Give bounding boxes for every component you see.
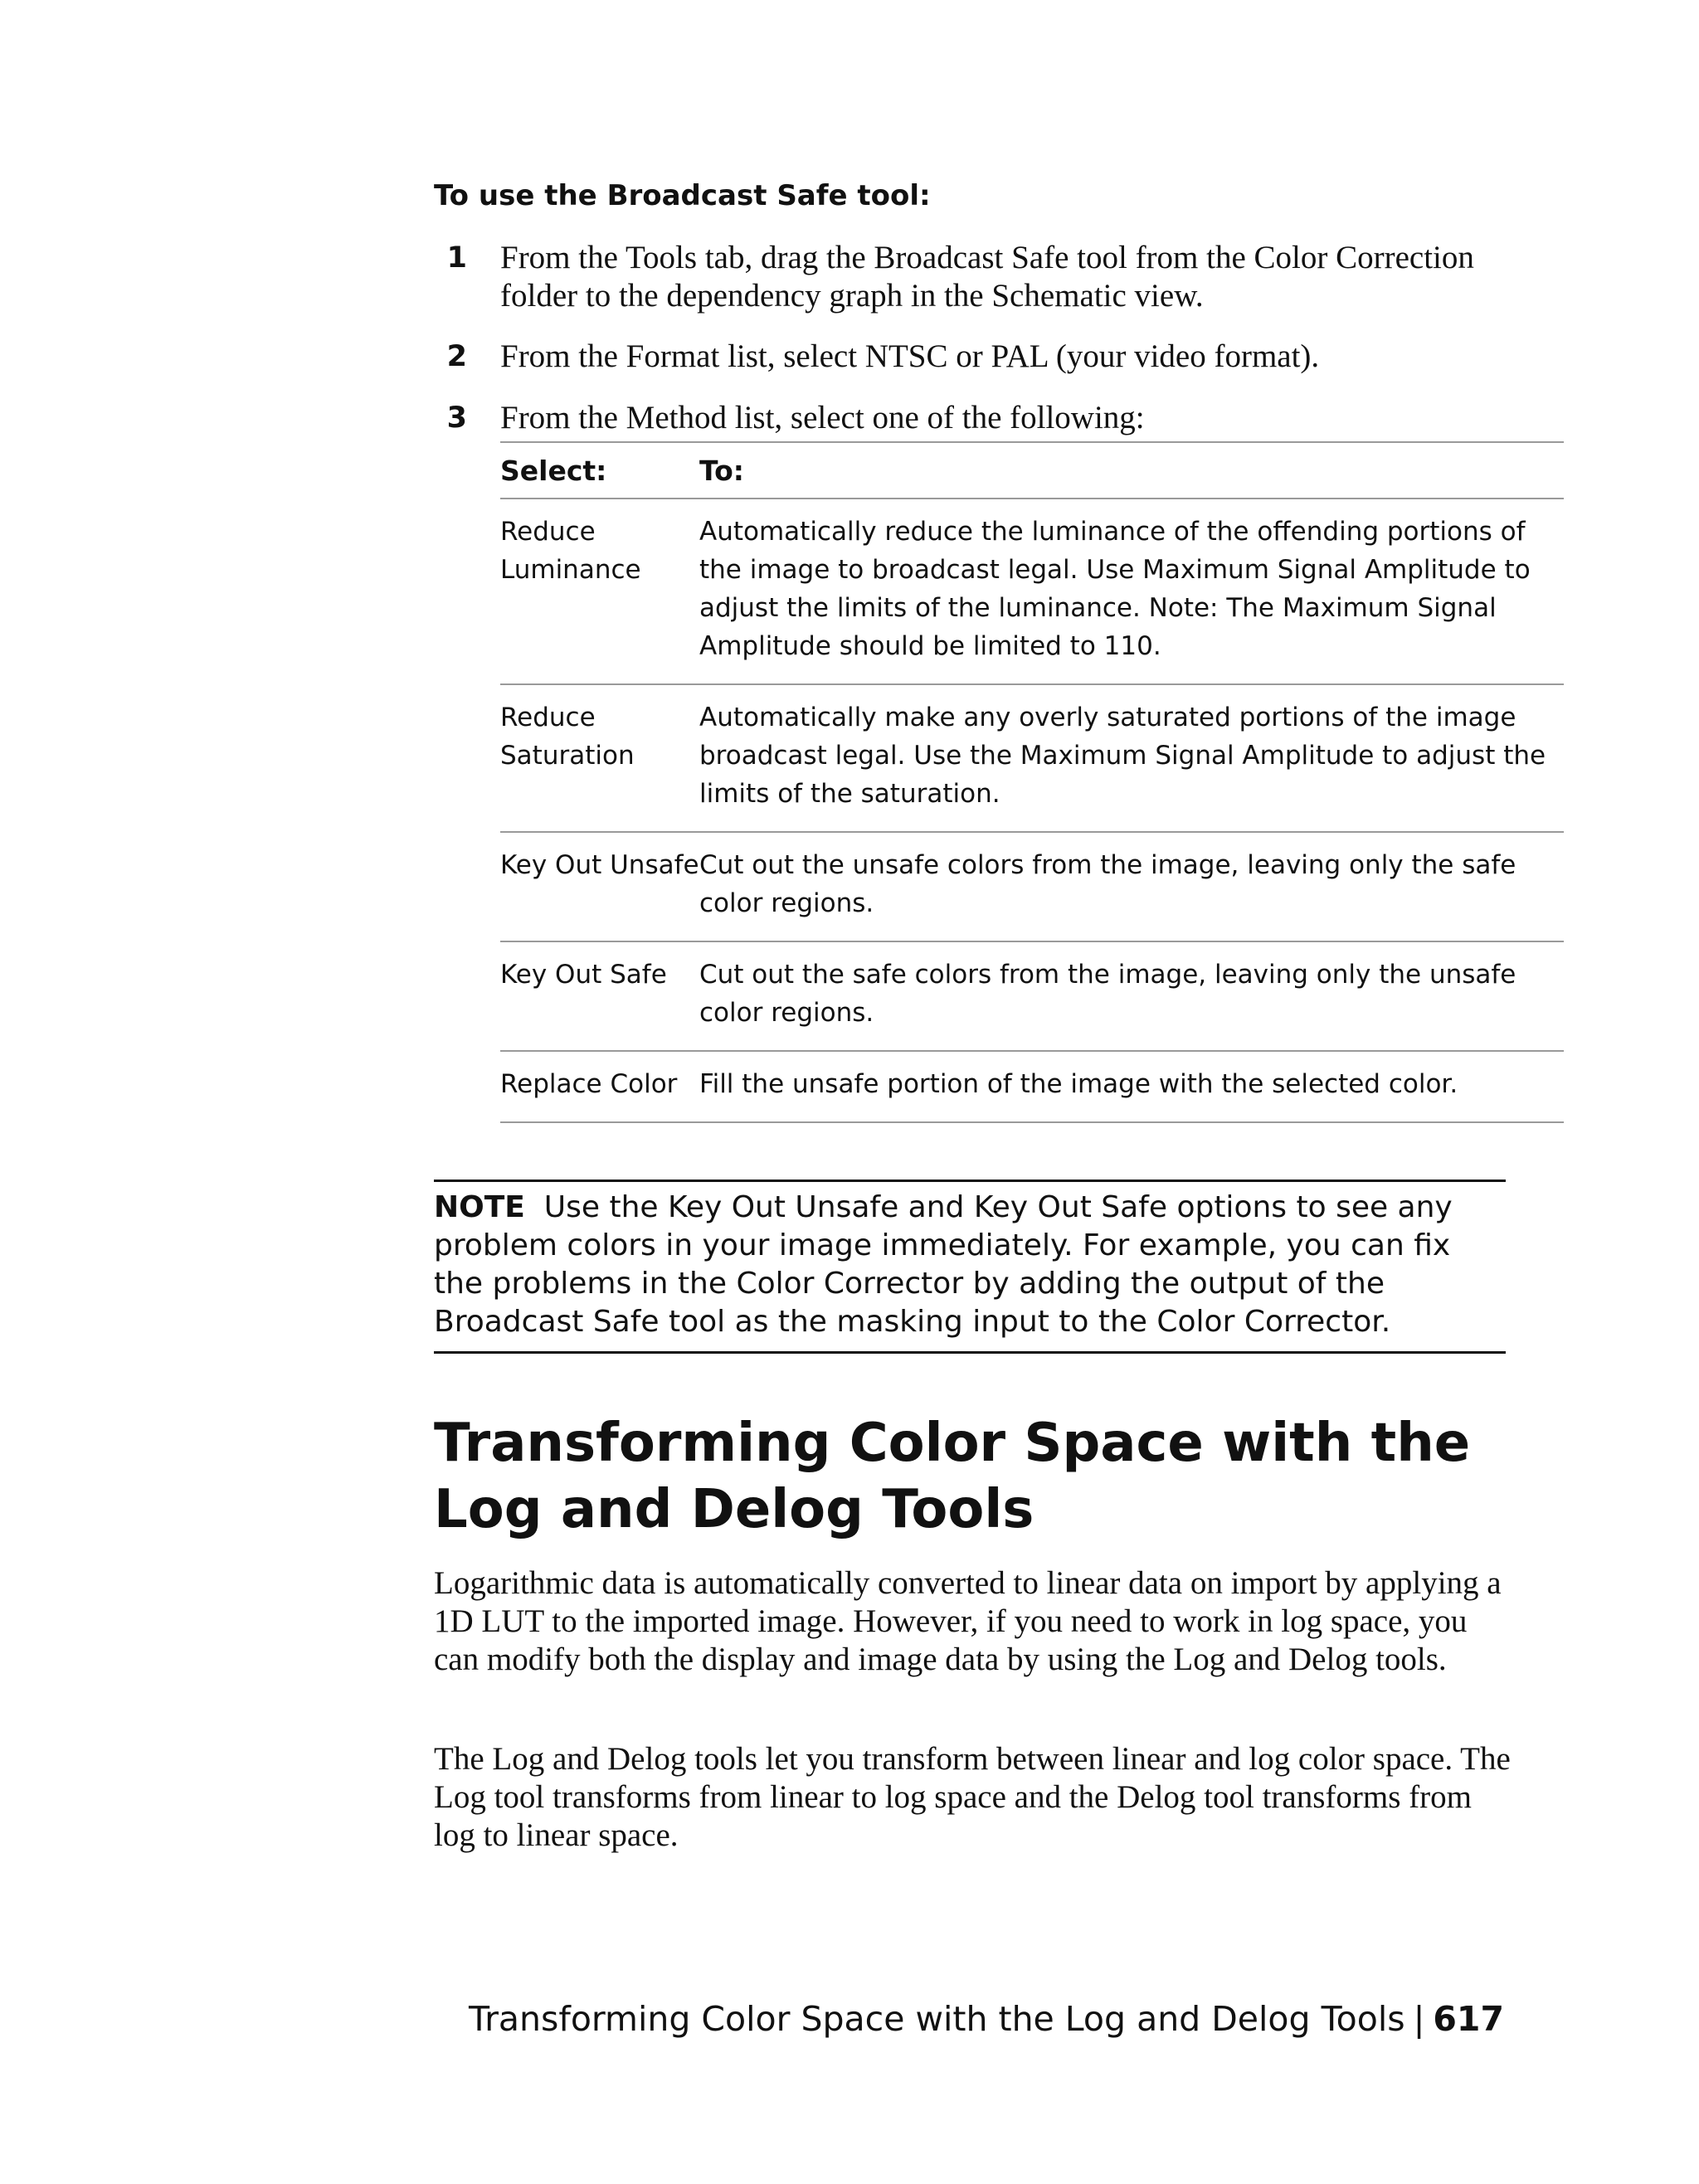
step-text: From the Method list, select one of the following: xyxy=(500,400,1145,435)
method-table xyxy=(500,441,1564,1123)
body-paragraph: Logarithmic data is automatically converted to linear data on import by applying a 1D LUT to the imported image. However, if you need to work in log space, you can modify both the display and image data by using the Log and Delog tools. xyxy=(434,1565,1502,1677)
select-cell: Key Out Safe xyxy=(500,960,667,990)
select-cell: Key Out Unsafe xyxy=(500,850,699,880)
step-number: 1 xyxy=(446,241,467,275)
column-header-to: To: xyxy=(699,454,744,487)
body-paragraph: The Log and Delog tools let you transform between linear and log color space. The Log tool transforms from linear to log space and the Delog tool transforms from log to linear space. xyxy=(434,1741,1511,1853)
footer-separator: | xyxy=(1413,1999,1425,2039)
table-row xyxy=(500,942,1564,1050)
table-row xyxy=(500,833,1564,941)
description-cell: Cut out the unsafe colors from the image, leaving only the safe color regions. xyxy=(699,850,1516,918)
page-number: 617 xyxy=(1433,1999,1504,2039)
select-cell: Replace Color xyxy=(500,1069,678,1099)
step-number: 3 xyxy=(446,401,467,435)
section-title: Transforming Color Space with the Log and Delog Tools xyxy=(434,1413,1471,1540)
table-row xyxy=(500,685,1564,831)
column-header-select: Select: xyxy=(500,454,607,487)
step-text: From the Format list, select NTSC or PAL (your video format). xyxy=(500,338,1320,374)
step-text: From the Tools tab, drag the Broadcast Safe tool from the Color Correction folder to the dependency graph in the Schematic view. xyxy=(500,240,1474,314)
description-cell: Automatically reduce the luminance of the offending portions of the image to broadcast legal. Use Maximum Signal Amplitude to adjust the limits of the luminance. Note: The Maximum Signal Amplitude should be limited to 110. xyxy=(699,517,1531,661)
description-cell: Cut out the safe colors from the image, leaving only the unsafe color regions. xyxy=(699,960,1516,1028)
note-label: NOTE xyxy=(434,1190,525,1224)
note-box xyxy=(434,1180,1506,1354)
table-header-row xyxy=(500,443,1564,498)
procedure-heading: To use the Broadcast Safe tool: xyxy=(434,179,931,212)
running-title: Transforming Color Space with the Log and Delog Tools xyxy=(469,1999,1405,2039)
note-text: Use the Key Out Unsafe and Key Out Safe options to see any problem colors in your image immediately. For example, you can fix the problems in the Color Corrector by adding the output of the Broadcast Safe tool as the masking input to the Color Corrector. xyxy=(434,1190,1453,1339)
step-number: 2 xyxy=(446,340,467,373)
page-footer xyxy=(469,1996,1504,2042)
table-row xyxy=(500,1052,1564,1121)
note-body xyxy=(434,1182,1506,1351)
table-row xyxy=(500,499,1564,683)
description-cell: Automatically make any overly saturated portions of the image broadcast legal. Use the Maximum Signal Amplitude to adjust the limits of the saturation. xyxy=(699,703,1546,809)
table-rule xyxy=(500,1121,1564,1123)
select-cell: Reduce Luminance xyxy=(500,517,641,585)
description-cell: Fill the unsafe portion of the image with the selected color. xyxy=(699,1069,1458,1099)
select-cell: Reduce Saturation xyxy=(500,703,635,771)
note-rule-bottom xyxy=(434,1351,1506,1354)
